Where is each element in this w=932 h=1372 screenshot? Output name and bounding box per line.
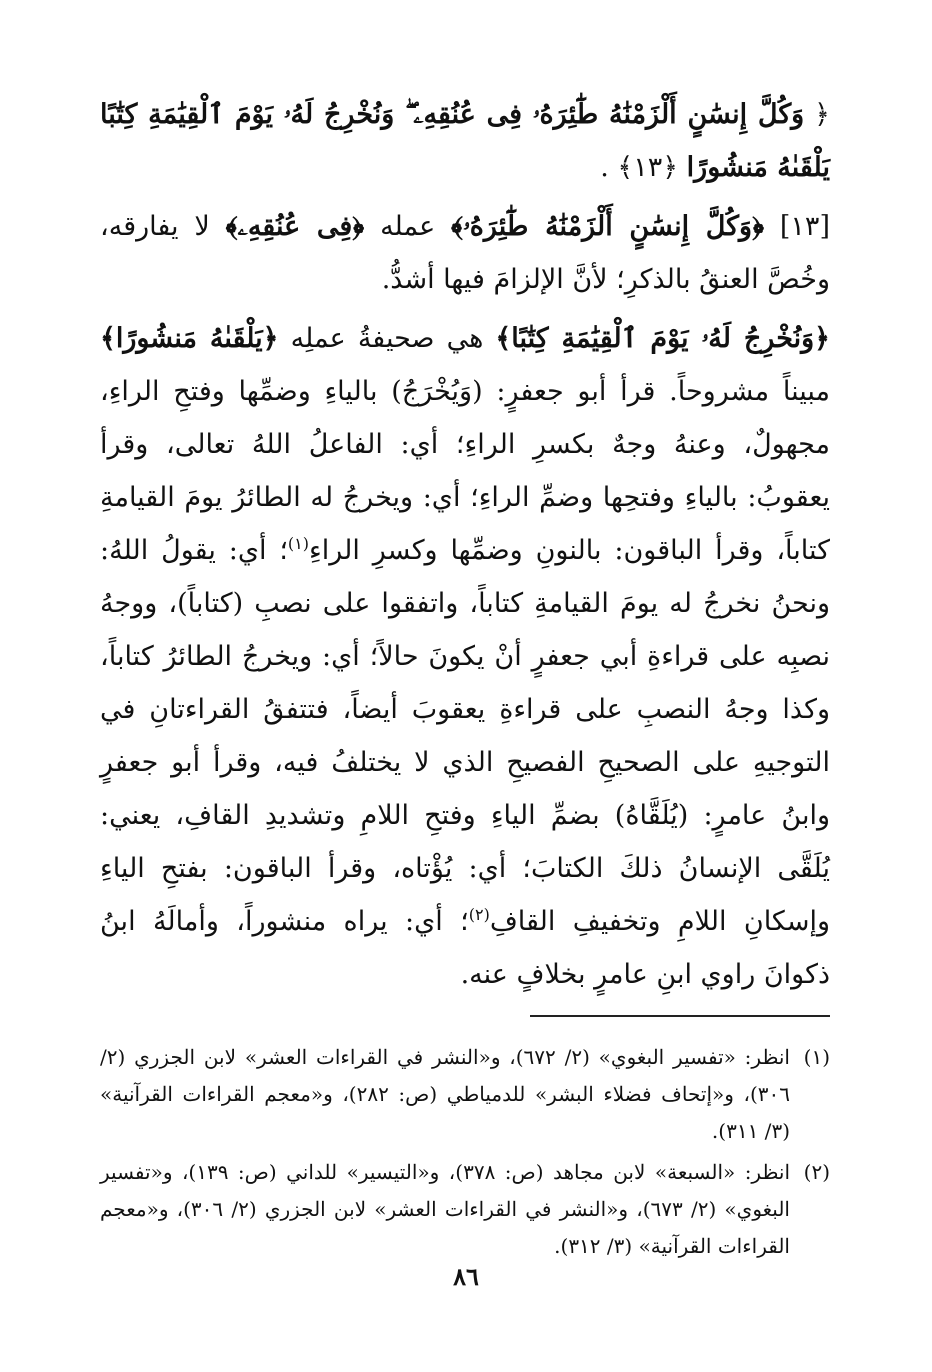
verse-tail: .: [600, 152, 618, 183]
footnote-ref-2[interactable]: (٢): [468, 905, 490, 924]
quran-verse: وَكُلَّ إِنسَٰنٍ أَلْزَمْنَٰهُ طَٰٓئِرَهُۥ فِى عُنُقِهِۦ ۖ وَنُخْرِجُ لَهُۥ يَوْمَ ٱلْقِيَٰمَةِ كِتَٰبًا يَلْقَىٰهُ مَنشُورًا: [100, 99, 830, 183]
ayah-number-mark: ﴿١٣﴾: [617, 152, 679, 183]
quran-quote-4: ﴿يَلْقَىٰهُ مَنشُورًا﴾: [100, 323, 279, 354]
quran-quote-2: ﴿فِى عُنُقِهِۦ﴾: [225, 211, 365, 242]
footnote-text: انظر: «السبعة» لابن مجاهد (ص: ٣٧٨)، و«التيسير» للداني (ص: ١٣٩)، و«تفسير البغوي» (٢/ ٦٧٣)، و«النشر في القراءات العشر» لابن الجزري (٢/ ٣٠٦)، و«معجم القراءات القرآنية» (٣/ ٣١٢).: [100, 1160, 790, 1258]
quran-quote-1: ﴿وَكُلَّ إِنسَٰنٍ أَلْزَمْنَٰهُ طَٰٓئِرَهُۥ﴾: [451, 211, 765, 242]
main-text: [100, 88, 830, 1001]
verse-number: [١٣]: [779, 211, 830, 242]
quran-quote-3: ﴿وَنُخْرِجُ لَهُۥ يَوْمَ ٱلْقِيَٰمَةِ كِتَٰبًا﴾: [495, 323, 830, 354]
commentary-text-5: ؛ أي: يقولُ اللهُ: ونحنُ نخرجُ له يومَ القيامةِ كتاباً، واتفقوا على نصبِ (كتاباً)، ووجهُ نصبِه على قراءةِ أبي جعفرٍ أنْ يكونَ حالاً؛ أي: ويخرجُ الطائرُ كتاباً، وكذا وجهُ النصبِ على قراءةِ يعقوبَ أيضاً، فتتفقُ القراءتانِ في التوجيهِ على الصحيحِ الفصيحِ الذي لا يختلفُ فيه، وقرأ أبو جعفرٍ وابنُ عامرٍ: (يُلَقَّاهُ) بضمِّ الياءِ وفتحِ اللامِ وتشديدِ القافِ، يعني: يُلَقَّى الإنسانُ ذلكَ الكتابَ؛ أي: يُؤْتاه، وقرأ الباقون: بفتحِ الياءِ وإسكانِ اللامِ وتخفيفِ القافِ: [100, 535, 830, 937]
commentary-paragraph-2: [100, 312, 830, 1001]
footnote-number: (٢): [803, 1160, 830, 1184]
verse-paragraph: [100, 88, 830, 194]
commentary-text-2: لا يفارقه، وخُصَّ العنقُ بالذكرِ؛ لأنَّ الإلزامَ فيها أشدُّ.: [100, 211, 830, 295]
commentary-text-4: مبيناً مشروحاً. قرأ أبو جعفرٍ: (وَيُخْرَجُ) بالياءِ وضمِّها وفتحِ الراءِ، مجهولٌ، وعنهُ وجهٌ بكسرِ الراءِ؛ أي: الفاعلُ اللهُ تعالى، وقرأ يعقوبُ: بالياءِ وفتحِها وضمِّ الراءِ؛ أي: ويخرجُ له الطائرُ يومَ القيامةِ كتاباً، وقرأ الباقون: بالنونِ وضمِّها وكسرِ الراءِ: [100, 376, 830, 566]
footnote-2: [100, 1154, 830, 1265]
footnote-ref-1[interactable]: (١): [287, 534, 310, 553]
commentary-paragraph-1: [100, 200, 830, 306]
commentary-text-3: هي صحيفةُ عملِه: [278, 323, 496, 354]
page-number: ٨٦: [453, 1262, 479, 1291]
ornate-bracket-open: ﴿: [814, 99, 830, 130]
page-body: [100, 88, 830, 1269]
footnote-text: انظر: «تفسير البغوي» (٢/ ٦٧٢)، و«النشر في القراءات العشر» لابن الجزري (٢/ ٣٠٦)، و«إتحاف فضلاء البشر» للدمياطي (ص: ٢٨٢)، و«معجم القراءات القرآنية» (٣/ ٣١١).: [100, 1045, 791, 1143]
footnote-number: (١): [803, 1045, 830, 1069]
footnotes: [100, 1039, 830, 1265]
footnote-divider: [530, 1015, 830, 1017]
commentary-text-6: ؛ أي: يراه منشوراً، وأمالَهُ ابنُ ذكوانَ راوي ابنِ عامرٍ بخلافٍ عنه.: [100, 906, 830, 990]
footnote-1: [100, 1039, 830, 1150]
commentary-text-1: عمله: [364, 211, 452, 242]
